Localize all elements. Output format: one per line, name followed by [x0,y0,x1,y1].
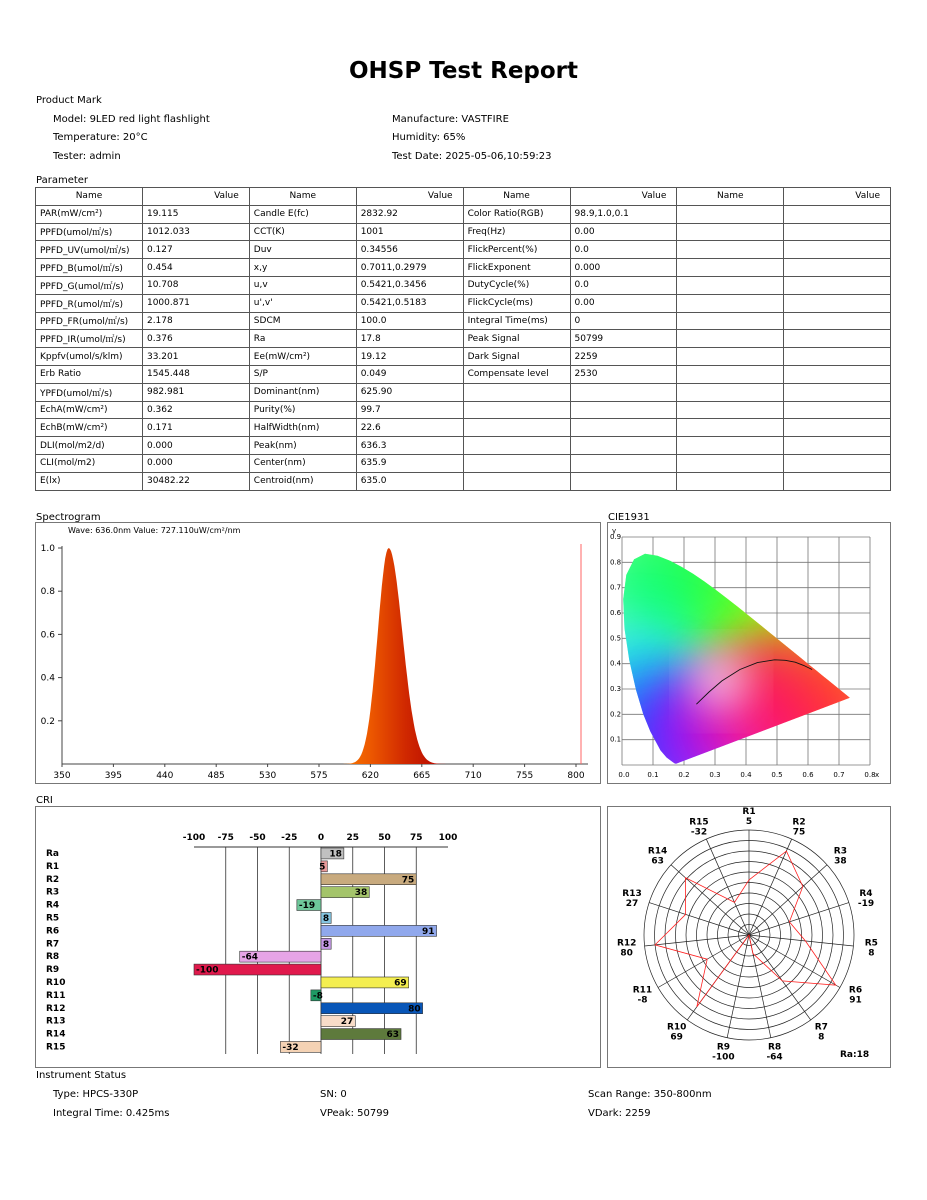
x-axis-label: x [875,771,880,779]
spectrogram-heading: Spectrogram [36,512,101,523]
param-name [677,348,784,366]
x-tick-label: 395 [104,771,122,781]
header-value: Value [356,188,463,206]
param-value: 19.115 [142,205,249,223]
param-name: Color Ratio(RGB) [463,205,570,223]
radar-value: 38 [834,856,847,867]
spectrum-readout: Wave: 636.0nm Value: 727.110uW/cm²/nm [68,526,241,535]
vpeak: VPeak: 50799 [320,1108,389,1119]
x-tick-label: 575 [310,771,328,781]
param-name: SDCM [249,312,356,330]
parameter-row [36,365,891,383]
y-tick-label: 0.2 [40,716,55,727]
cri-bar-value: -100 [196,965,219,976]
x-tick-label: 0.6 [802,771,814,779]
header-value: Value [784,188,891,206]
radar-value: 80 [620,948,633,959]
param-value: 0.049 [356,365,463,383]
param-value: 0.127 [142,241,249,259]
param-name [677,437,784,455]
x-tick-label: 0.1 [647,771,659,779]
product-mark-heading: Product Mark [36,95,102,106]
y-tick-label: 0.4 [40,673,55,684]
param-value [784,383,891,401]
radar-label: R14 [647,846,668,857]
param-value [784,419,891,437]
y-axis-label: y [612,527,617,535]
radar-label: R11 [632,985,653,996]
param-name: Duv [249,241,356,259]
header-name: Name [249,188,356,206]
param-value [784,259,891,277]
param-value: 625.90 [356,383,463,401]
manufacture-text: Manufacture: VASTFIRE [392,114,509,125]
param-name: PPFD_R(umol/㎡/s) [36,294,143,312]
param-name: CCT(K) [249,223,356,241]
parameter-header-row [36,188,891,206]
radar-label: R9 [716,1042,731,1053]
param-name [463,419,570,437]
param-value: 0.000 [142,454,249,472]
y-tick-label: 0.8 [40,587,55,598]
param-name: PPFD(umol/㎡/s) [36,223,143,241]
cri-row-label: R1 [46,861,60,872]
param-value: 0.000 [142,437,249,455]
param-name: FlickCycle(ms) [463,294,570,312]
param-name: Kppfv(umol/s/klm) [36,348,143,366]
y-tick-label: 0.9 [610,533,622,541]
radar-value: -64 [766,1052,783,1063]
radar-ra-label: Ra:18 [840,1050,870,1060]
param-name: Ra [249,330,356,348]
radar-value: -100 [712,1052,735,1063]
param-value: 0 [570,312,677,330]
param-name [677,330,784,348]
radar-value: 75 [792,827,806,838]
cri-axis-tick: -50 [249,833,266,843]
radar-value: 8 [868,948,875,959]
param-name [677,241,784,259]
param-value: 0.00 [570,223,677,241]
param-name: Ee(mW/cm²) [249,348,356,366]
param-name: Peak Signal [463,330,570,348]
param-name: PPFD_UV(umol/㎡/s) [36,241,143,259]
param-name: u,v [249,276,356,294]
cri-bar [321,925,437,936]
param-value [784,276,891,294]
cri-bar-value: 63 [386,1030,400,1041]
parameter-row [36,348,891,366]
param-name: Center(nm) [249,454,356,472]
param-value: 0.171 [142,419,249,437]
radar-value: -8 [637,995,648,1006]
radar-value: 8 [818,1032,825,1043]
param-value: 99.7 [356,401,463,419]
param-name: PAR(mW/cm²) [36,205,143,223]
instrument-type: Type: HPCS-330P [53,1089,139,1100]
humidity-text: Humidity: 65% [392,132,466,143]
radar-value: -32 [690,827,708,838]
param-value [784,330,891,348]
cri-row-label: Ra [46,849,60,859]
parameter-row [36,437,891,455]
cri-bar-value: 80 [408,1004,421,1015]
radar-label: R12 [616,938,637,949]
param-value [784,472,891,490]
y-tick-label: 0.5 [610,634,622,643]
model-text: Model: 9LED red light flashlight [53,114,210,125]
param-name: FlickExponent [463,259,570,277]
x-tick-label: 0.5 [771,771,783,779]
parameter-row [36,241,891,259]
x-tick-label: 0.7 [833,771,845,779]
radar-spoke [749,865,827,935]
cri-bar-value: 69 [394,978,407,989]
param-value: 33.201 [142,348,249,366]
cri-bar-value: -19 [298,901,316,912]
param-name [677,205,784,223]
param-value: 0.5421,0.3456 [356,276,463,294]
x-tick-label: 665 [413,771,431,781]
param-value [784,437,891,455]
param-name [463,472,570,490]
param-value: 2259 [570,348,677,366]
param-name: DLI(mol/m2/d) [36,437,143,455]
x-tick-label: 0.8 [864,771,876,779]
instrument-sn: SN: 0 [320,1089,347,1100]
param-value: 0.376 [142,330,249,348]
parameter-row [36,294,891,312]
param-value [570,437,677,455]
param-value: 2530 [570,365,677,383]
instrument-heading: Instrument Status [36,1070,127,1081]
param-name: Freq(Hz) [463,223,570,241]
radar-value: 69 [670,1032,683,1043]
cri-bar-value: 8 [322,939,330,950]
radar-value: 63 [651,856,664,867]
y-tick-label: 1.0 [40,544,55,554]
param-name [677,259,784,277]
scan-range: Scan Range: 350-800nm [588,1089,712,1100]
x-tick-label: 0.0 [618,771,630,779]
cri-axis-tick: 100 [438,833,458,843]
cri-radar-chart [608,807,890,1067]
spectrogram-panel [35,522,601,784]
param-value: 635.9 [356,454,463,472]
header-name: Name [463,188,570,206]
param-name: PPFD_B(umol/㎡/s) [36,259,143,277]
param-value [570,454,677,472]
header-name: Name [677,188,784,206]
y-tick-label: 0.7 [610,583,622,592]
param-value: 50799 [570,330,677,348]
param-value [784,241,891,259]
x-tick-label: 620 [361,771,379,781]
param-name: HalfWidth(nm) [249,419,356,437]
param-name: EchB(mW/cm²) [36,419,143,437]
radar-label: R10 [666,1022,687,1033]
param-value [784,401,891,419]
y-tick-label: 0.8 [610,558,622,567]
cri-bar-value: -8 [312,991,323,1002]
parameter-table [35,187,891,491]
cri-row-label: R10 [46,978,66,988]
parameter-row [36,419,891,437]
param-value [784,205,891,223]
param-name: Dark Signal [463,348,570,366]
cie-diagram [608,523,890,783]
y-tick-label: 0.3 [610,685,622,693]
parameter-row [36,276,891,294]
param-value: 1012.033 [142,223,249,241]
x-tick-label: 530 [259,771,277,781]
cri-axis-tick: -25 [281,833,298,843]
cie-panel [607,522,891,784]
param-value: 0.34556 [356,241,463,259]
report-title: OHSP Test Report [348,58,579,84]
cri-bar-chart [36,807,600,1067]
cri-row-label: R8 [46,952,60,963]
param-value [570,383,677,401]
cri-bar-value: 8 [322,914,330,924]
param-value: 0.000 [570,259,677,277]
cri-row-label: R14 [46,1029,66,1040]
parameter-row [36,223,891,241]
x-tick-label: 0.4 [740,771,752,779]
param-name: Candle E(fc) [249,205,356,223]
radar-label: R5 [864,938,878,949]
param-name: Peak(nm) [249,437,356,455]
cri-row-label: R13 [46,1016,66,1027]
param-value: 10.708 [142,276,249,294]
param-name [677,472,784,490]
param-name: DutyCycle(%) [463,276,570,294]
param-value [784,365,891,383]
header-name: Name [36,188,143,206]
param-name [677,454,784,472]
param-value: 982.981 [142,383,249,401]
temperature-text: Temperature: 20°C [53,132,148,143]
cie-heading: CIE1931 [608,512,650,523]
radar-value: 27 [625,899,639,910]
param-value: 0.00 [570,294,677,312]
tester-text: Tester: admin [53,151,121,162]
cri-bar-value: 38 [354,888,368,899]
param-name: YPFD(umol/㎡/s) [36,383,143,401]
param-name: PPFD_FR(umol/㎡/s) [36,312,143,330]
param-name: S/P [249,365,356,383]
parameter-heading: Parameter [36,175,89,186]
x-tick-label: 0.3 [709,771,721,779]
param-name: Purity(%) [249,401,356,419]
param-value: 1545.448 [142,365,249,383]
param-value: 98.9,1.0,0.1 [570,205,677,223]
cri-bar-value: -64 [241,952,258,963]
radar-label: R6 [848,985,863,996]
cri-row-label: R3 [46,887,60,898]
param-value [784,454,891,472]
cri-row-label: R15 [46,1042,66,1053]
cri-axis-tick: -75 [217,833,234,843]
x-tick-label: 710 [464,771,482,781]
param-name [463,454,570,472]
radar-value: 5 [745,817,753,827]
param-value: 100.0 [356,312,463,330]
param-value: 1000.871 [142,294,249,312]
param-name: x,y [249,259,356,277]
parameter-row [36,401,891,419]
cri-axis-tick: 25 [346,833,360,843]
test-date-text: Test Date: 2025-05-06,10:59:23 [392,151,552,162]
cri-axis-tick: 50 [378,833,391,843]
parameter-row [36,454,891,472]
param-value [784,348,891,366]
parameter-row [36,330,891,348]
param-name [677,276,784,294]
cri-heading: CRI [36,795,53,806]
cri-bar-panel [35,806,601,1068]
param-name [677,383,784,401]
radar-label: R3 [833,846,848,857]
param-value [570,419,677,437]
param-value: 1001 [356,223,463,241]
x-tick-label: 755 [516,771,534,781]
param-value: 30482.22 [142,472,249,490]
cri-row-label: R5 [46,913,60,924]
y-tick-label: 0.2 [610,710,622,719]
radar-label: R7 [814,1022,828,1033]
cri-axis-tick: -100 [182,833,206,843]
param-name: Centroid(nm) [249,472,356,490]
cri-row-label: R11 [46,990,66,1001]
header-value: Value [570,188,677,206]
param-value: 0.362 [142,401,249,419]
x-tick-label: 485 [207,771,225,781]
param-value [570,401,677,419]
radar-label: R1 [742,807,756,817]
param-name [677,401,784,419]
radar-label: R2 [792,817,806,828]
parameter-row [36,205,891,223]
cri-bar-value: 27 [340,1017,354,1028]
param-value [784,223,891,241]
cri-row-label: R7 [46,939,60,950]
param-name: u',v' [249,294,356,312]
cri-bar-value: 75 [401,875,415,886]
cri-row-label: R2 [46,874,60,885]
radar-label: R15 [689,817,709,828]
param-name [677,312,784,330]
cri-bar-value: 18 [329,849,342,860]
param-value [784,312,891,330]
param-value: 22.6 [356,419,463,437]
radar-spoke [671,865,749,935]
x-tick-label: 800 [567,771,585,781]
parameter-row [36,259,891,277]
param-name: Compensate level [463,365,570,383]
param-value: 635.0 [356,472,463,490]
cri-radar-panel [607,806,891,1068]
param-name: E(lx) [36,472,143,490]
param-name: PPFD_IR(umol/㎡/s) [36,330,143,348]
y-tick-label: 0.6 [610,609,622,617]
spectrogram-chart [36,523,600,783]
cri-row-label: R4 [46,900,60,911]
cri-bar-value: 91 [422,926,435,937]
header-value: Value [142,188,249,206]
param-value: 0.454 [142,259,249,277]
param-name: FlickPercent(%) [463,241,570,259]
cri-row-label: R12 [46,1003,66,1014]
x-tick-label: 0.2 [678,771,690,779]
x-tick-label: 440 [156,771,174,781]
y-tick-label: 0.1 [610,735,622,744]
cri-row-label: R9 [46,965,60,976]
param-value: 636.3 [356,437,463,455]
param-name [463,401,570,419]
param-name: EchA(mW/cm²) [36,401,143,419]
radar-label: R4 [859,889,873,900]
param-value: 0.5421,0.5183 [356,294,463,312]
param-name: Integral Time(ms) [463,312,570,330]
y-tick-label: 0.6 [40,630,55,641]
radar-value: -19 [857,899,875,910]
radar-label: R13 [622,889,642,900]
param-name [677,294,784,312]
param-name: CLI(mol/m2) [36,454,143,472]
param-name [677,419,784,437]
param-value: 19.12 [356,348,463,366]
param-name: Dominant(nm) [249,383,356,401]
cri-axis-tick: 0 [317,833,325,843]
param-value: 0.7011,0.2979 [356,259,463,277]
param-value: 2.178 [142,312,249,330]
radar-value: 91 [849,995,862,1006]
vdark: VDark: 2259 [588,1108,651,1119]
parameter-row [36,383,891,401]
y-tick-label: 0.4 [610,659,622,668]
param-name [677,223,784,241]
cri-axis-tick: 75 [409,833,423,843]
param-value: 2832.92 [356,205,463,223]
parameter-row [36,312,891,330]
spectrum-curve [302,548,485,764]
param-name [463,437,570,455]
param-value: 0.0 [570,241,677,259]
param-name: Erb Ratio [36,365,143,383]
radar-label: R8 [767,1042,782,1053]
param-value [570,472,677,490]
cri-row-label: R6 [46,926,60,937]
cri-bar-value: -32 [282,1043,299,1053]
param-name: PPFD_G(umol/㎡/s) [36,276,143,294]
x-tick-label: 350 [53,771,71,781]
integral-time: Integral Time: 0.425ms [53,1108,170,1119]
param-value [784,294,891,312]
cri-bar-value: 5 [319,862,326,873]
param-value: 0.0 [570,276,677,294]
param-value: 17.8 [356,330,463,348]
parameter-row [36,472,891,490]
param-name [463,383,570,401]
param-name [677,365,784,383]
